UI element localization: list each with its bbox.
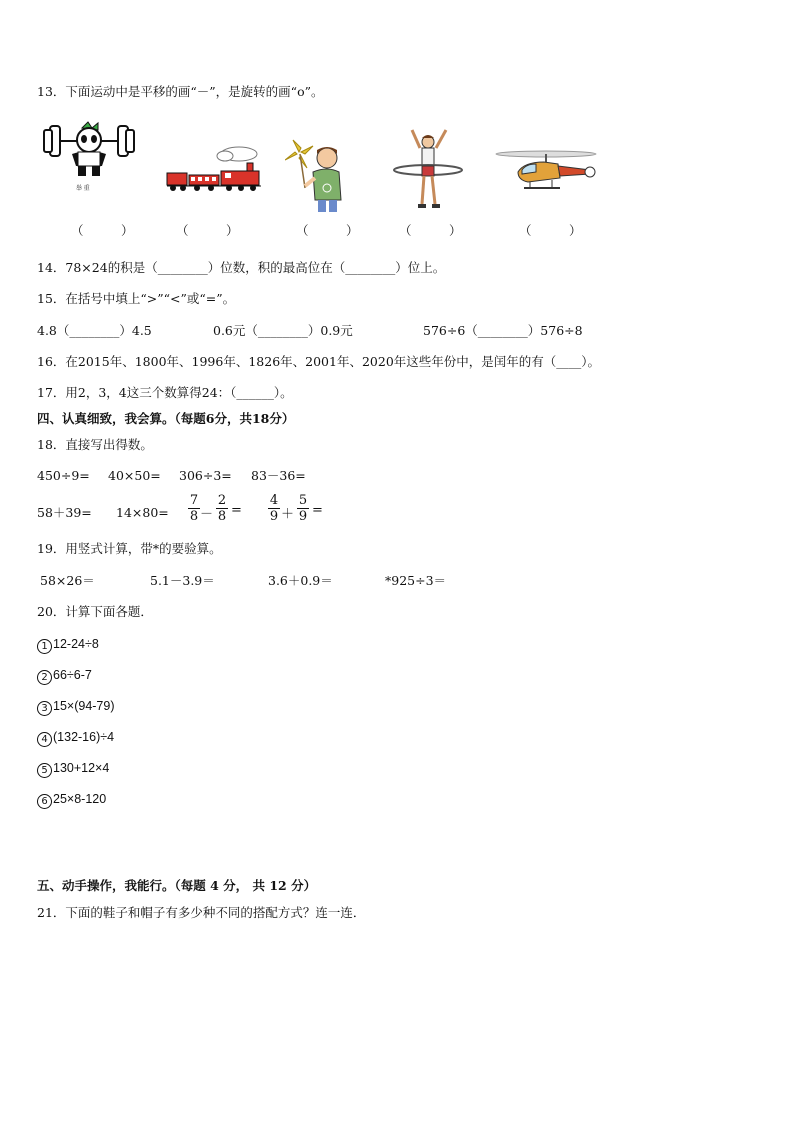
q20-text: 20．计算下面各题． xyxy=(37,604,153,619)
q18-row1-item-1: 450÷9= xyxy=(37,468,90,483)
weightlift-caption: 举 重 xyxy=(76,186,90,192)
fraction-4-9: 4 9 xyxy=(269,493,279,524)
frac2-equals: = xyxy=(312,503,323,518)
q18-row1-item-3: 306÷3= xyxy=(179,468,232,483)
q15-text: 15．在括号中填上“>”“<”或“=”。 xyxy=(37,291,236,306)
circled-number-2: 2 xyxy=(37,670,52,685)
circled-number-4: 4 xyxy=(37,732,52,747)
q21-text: 21．下面的鞋子和帽子有多少种不同的搭配方式？连一连． xyxy=(37,905,366,920)
q15-item-3: 576÷6（________）576÷8 xyxy=(423,323,583,338)
section-5-heading: 五、动手操作，我能行。（每题 4 分， 共 12 分） xyxy=(37,878,317,893)
hula-hoop-girl-image xyxy=(390,126,466,210)
q20-item-2: 2 66÷6-7 xyxy=(37,667,92,685)
q14-text: 14．78×24的积是（________）位数，积的最高位在（________）位上。 xyxy=(37,260,446,275)
q18-row2-item-2: 14×80= xyxy=(116,505,169,520)
q19-text: 19．用竖式计算，带*的要验算。 xyxy=(37,541,222,556)
q18-row1-item-4: 83－36= xyxy=(251,468,306,483)
q13-blank-2[interactable]: （ ） xyxy=(176,223,239,238)
q18-row1-item-2: 40×50= xyxy=(108,468,161,483)
q15-item-2: 0.6元（________）0.9元 xyxy=(213,323,353,338)
circled-number-3: 3 xyxy=(37,701,52,716)
q19-item-4: *925÷3＝ xyxy=(385,573,447,588)
fraction-7-8: 7 8 xyxy=(189,493,199,524)
q18-row2-item-1: 58＋39= xyxy=(37,505,92,520)
pinwheel-boy-image xyxy=(285,138,355,214)
frac1-operator: － xyxy=(200,507,214,522)
q19-item-2: 5.1－3.9＝ xyxy=(150,573,215,588)
q20-item-3: 3 15×(94-79) xyxy=(37,698,115,716)
fraction-5-9: 5 9 xyxy=(298,493,308,524)
weightlifting-panda-image xyxy=(42,120,138,192)
circled-number-5: 5 xyxy=(37,763,52,778)
q16-text: 16．在2015年、1800年、1996年、1826年、2001年、2020年这些年份中，是闰年的有（____）。 xyxy=(37,354,601,369)
q13-blank-3[interactable]: （ ） xyxy=(296,223,359,238)
q20-item-1: 1 12-24÷8 xyxy=(37,636,99,654)
q20-item-5: 5 130+12×4 xyxy=(37,760,109,778)
frac2-operator: ＋ xyxy=(281,507,295,522)
helicopter-image xyxy=(494,148,598,200)
q17-text: 17．用2，3，4这三个数算得24：（______）。 xyxy=(37,385,293,400)
q13-blank-5[interactable]: （ ） xyxy=(519,223,582,238)
frac1-equals: = xyxy=(231,503,242,518)
q18-text: 18．直接写出得数。 xyxy=(37,437,153,452)
fraction-2-8: 2 8 xyxy=(217,493,227,524)
q13-blank-1[interactable]: （ ） xyxy=(71,223,134,238)
train-image xyxy=(165,145,267,193)
q15-item-1: 4.8（________）4.5 xyxy=(37,323,152,338)
q20-item-6: 6 25×8-120 xyxy=(37,791,106,809)
circled-number-6: 6 xyxy=(37,794,52,809)
circled-number-1: 1 xyxy=(37,639,52,654)
q13-text: 13．下面运动中是平移的画“－”，是旋转的画“o”。 xyxy=(37,84,324,99)
q19-item-1: 58×26＝ xyxy=(40,573,95,588)
q20-item-4: 4 (132-16)÷4 xyxy=(37,729,114,747)
q19-item-3: 3.6＋0.9＝ xyxy=(268,573,333,588)
section-4-heading: 四、认真细致，我会算。（每题6分，共18分） xyxy=(37,411,295,426)
q13-blank-4[interactable]: （ ） xyxy=(399,223,462,238)
